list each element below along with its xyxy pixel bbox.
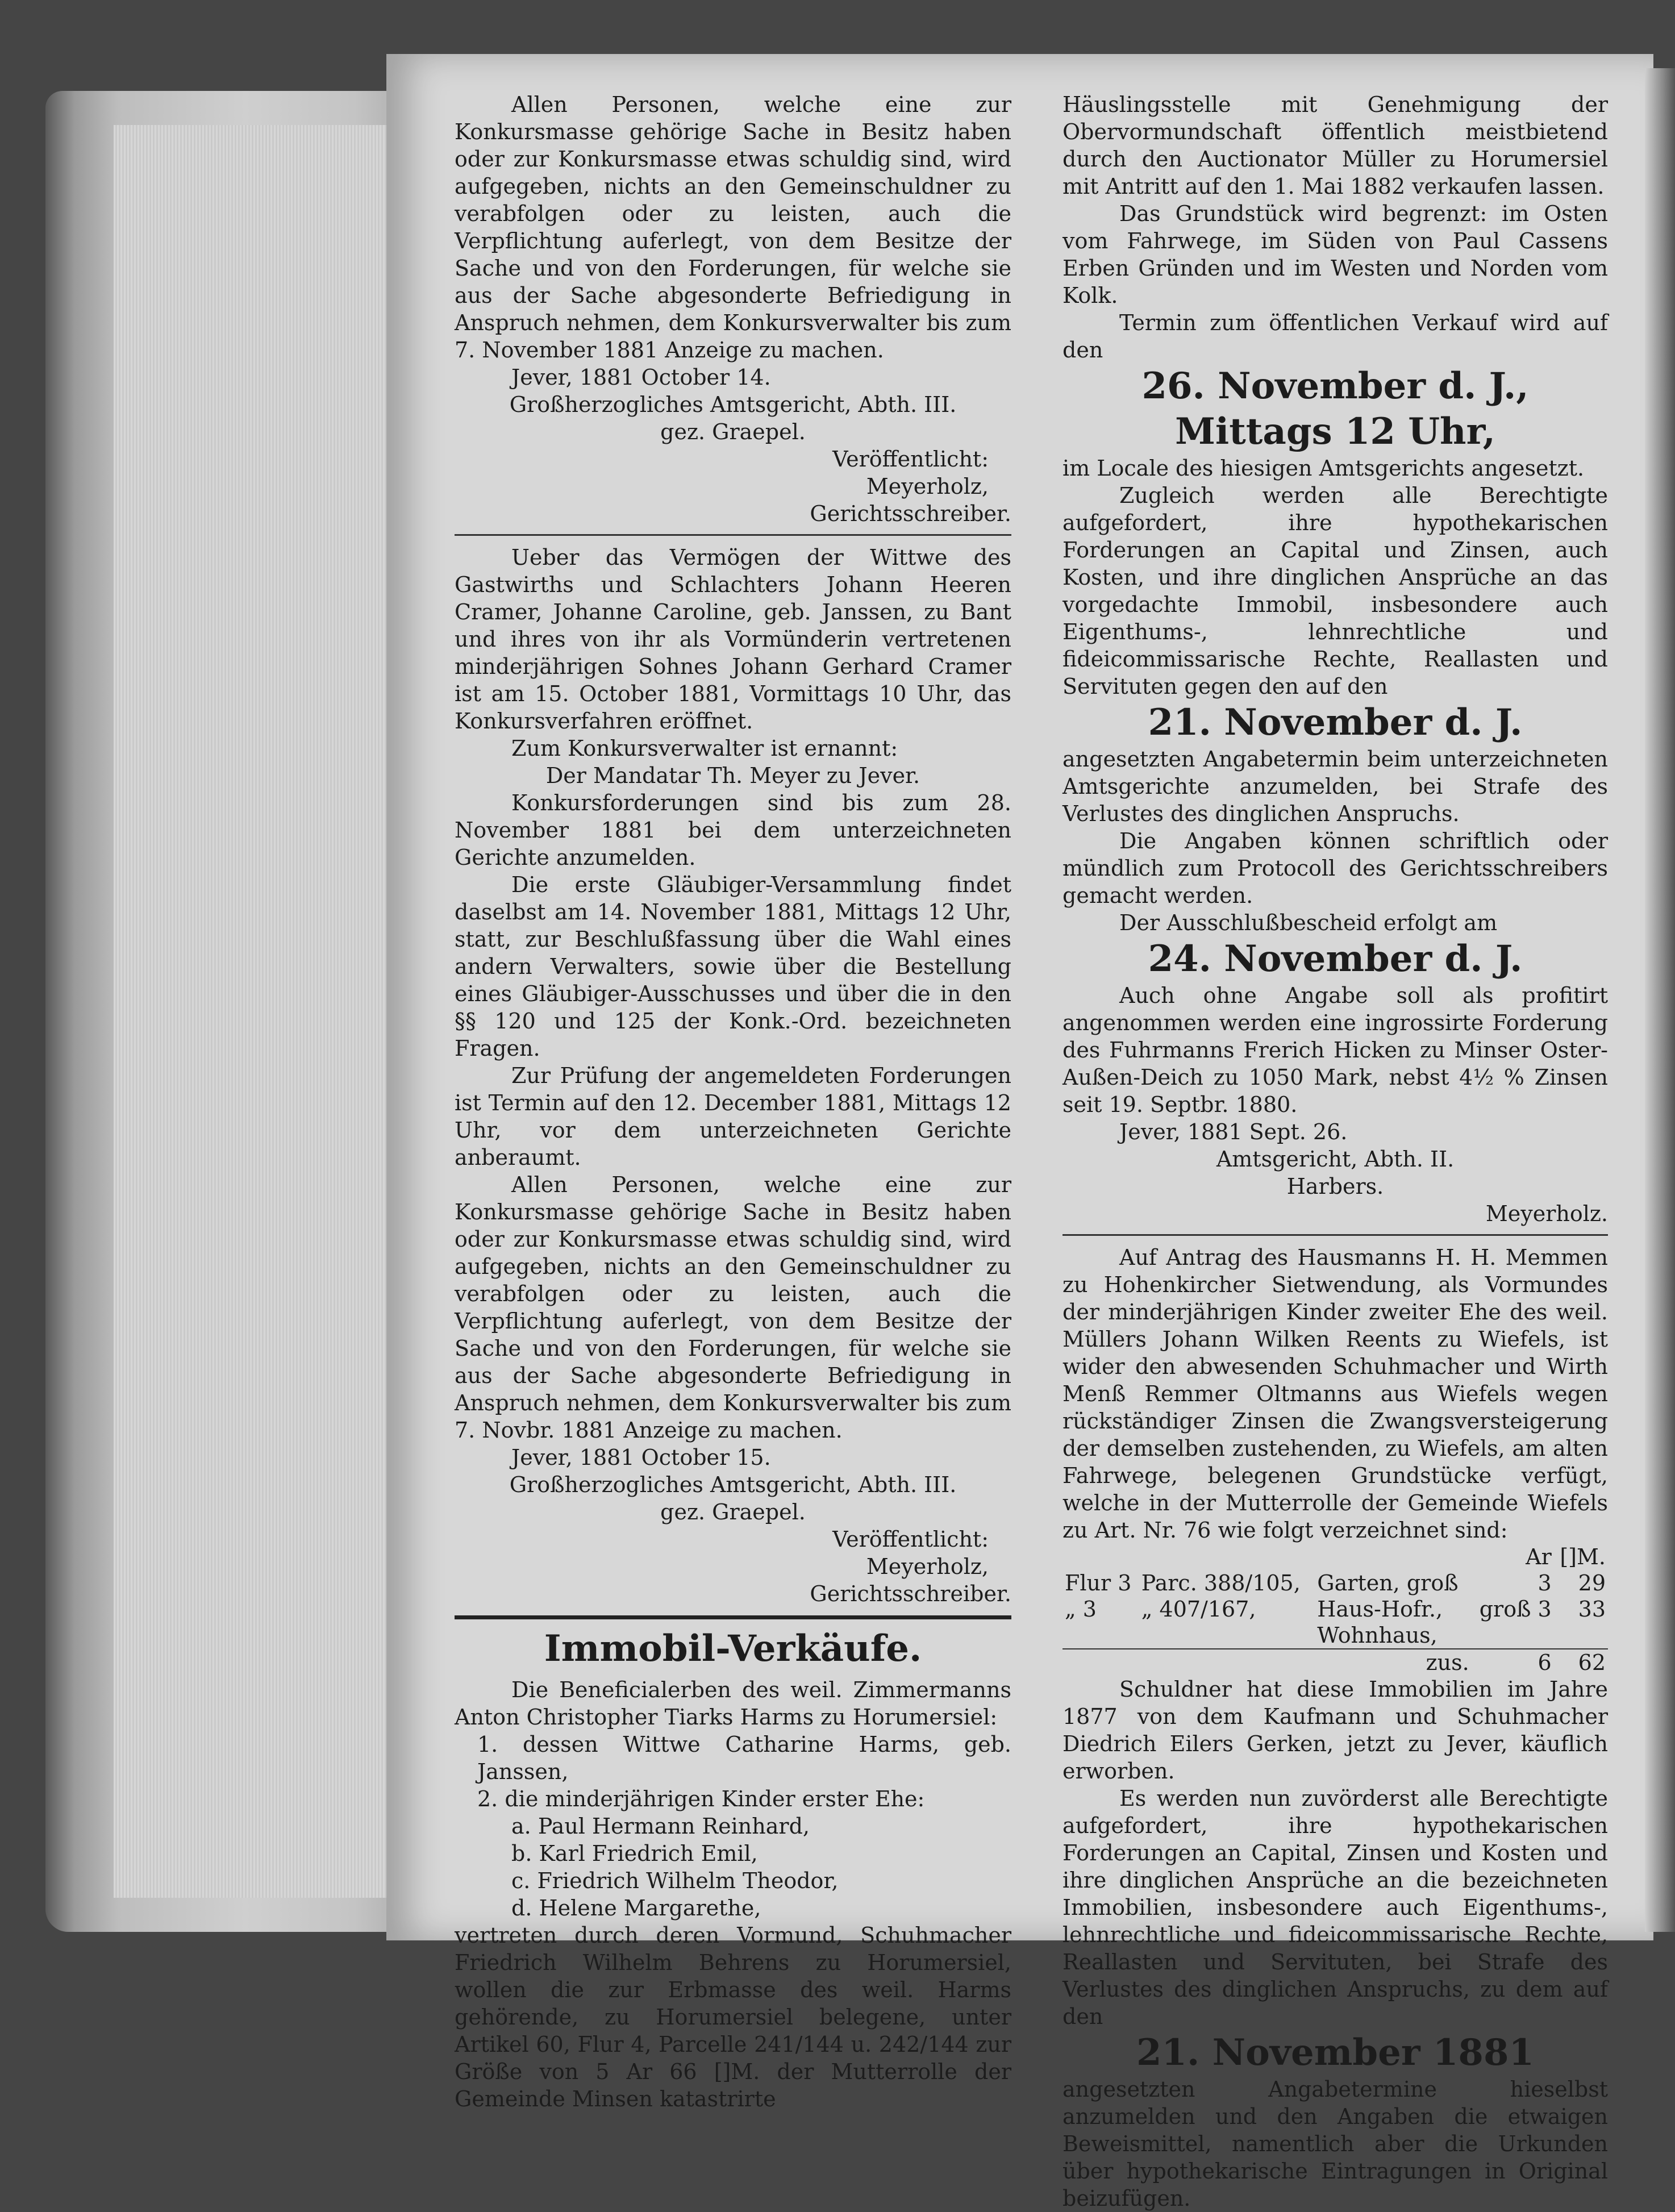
- table-cell: 29: [1578, 1571, 1606, 1596]
- notice-paragraph: Der Mandatar Th. Meyer zu Jever.: [545, 763, 920, 788]
- left-column: [455, 91, 1011, 2113]
- signature: gez. Graepel.: [660, 1499, 806, 1524]
- notice-paragraph: im Locale des hiesigen Amtsgerichts angesetzt.: [1062, 456, 1585, 481]
- table-cell: 3: [1538, 1571, 1552, 1596]
- notice-paragraph: Häuslingsstelle mit Genehmigung der Obervormundschaft öffentlich meistbietend durch den Auctionator Müller zu Horumersiel mit Antritt auf den 1. Mai 1882 verkaufen lassen.: [1062, 92, 1608, 199]
- court-name: Amtsgericht, Abth. II.: [1216, 1147, 1455, 1172]
- parcel-table: [1062, 1544, 1608, 1676]
- column-header-ar: Ar: [1526, 1544, 1552, 1569]
- court-name: Großherzogliches Amtsgericht, Abth. III.: [509, 1472, 957, 1497]
- notice-paragraph: angesetzten Angabetermine hieselbst anzumelden und den Angaben die etwaigen Beweismittel, namentlich aber die Urkunden über hypothekarische Eintragungen in Original beizufügen.: [1062, 2077, 1608, 2211]
- notice-paragraph: Der Ausschlußbescheid erfolgt am: [1119, 910, 1498, 935]
- list-item: d. Helene Margarethe,: [511, 1896, 761, 1921]
- notice-paragraph: Zugleich werden alle Berechtigte aufgefordert, ihre hypothekarischen Forderungen an Capital und Zinsen, auch Kosten, und ihre dinglichen Ansprüche an das vorgedachte Immobil, insbesondere auch Eigenthums-, lehnrechtliche und fideicommissarische Rechte, Reallasten und Servituten gegen den auf den: [1062, 483, 1608, 699]
- notice-paragraph: Schuldner hat diese Immobilien im Jahre 1877 von dem Kaufmann und Schuhmacher Diedrich Eilers Gerken, jetzt zu Jever, käuflich erworben.: [1062, 1677, 1608, 1784]
- sum-ar: 6: [1472, 1649, 1554, 1676]
- right-page-edge: [1645, 68, 1675, 1932]
- table-header-row: [1062, 1544, 1608, 1570]
- table-cell: Flur 3: [1065, 1571, 1132, 1596]
- sum-label: zus.: [1315, 1649, 1471, 1676]
- notice-paragraph: Die Angaben können schriftlich oder mündlich zum Protocoll des Gerichtsschreibers gemacht werden.: [1062, 828, 1608, 908]
- list-item: b. Karl Friedrich Emil,: [511, 1841, 758, 1866]
- date-headline: 21. November 1881: [1136, 2031, 1535, 2074]
- table-cell: groß 3: [1479, 1597, 1552, 1622]
- notice-paragraph: vertreten durch deren Vormund, Schuhmacher Friedrich Wilhelm Behrens zu Horumersiel, wollen die zur Erbmasse des weil. Harms gehörende, zu Horumersiel belegene, unter Artikel 60, Flur 4, Parcelle 241/144 u. 242/144 zur Größe von 5 Ar 66 []M. der Mutterrolle der Gemeinde Minsen katastrirte: [455, 1923, 1011, 2111]
- sum-qm: 62: [1554, 1649, 1608, 1676]
- clerk-title: Gerichtsschreiber.: [810, 501, 1011, 526]
- table-cell: Parc. 388/105,: [1141, 1571, 1301, 1596]
- signature: gez. Graepel.: [660, 419, 806, 444]
- date-headline: 24. November d. J.: [1148, 938, 1523, 980]
- table-cell: Haus-Hofr., Wohnhaus,: [1317, 1597, 1443, 1648]
- table-sum-row: [1062, 1649, 1608, 1676]
- table-cell: „ 407/167,: [1141, 1597, 1256, 1622]
- published-label: Veröffentlicht:: [832, 1527, 989, 1552]
- notice-paragraph: Zum Konkursverwalter ist ernannt:: [511, 736, 898, 761]
- notice-paragraph: Termin zum öffentlichen Verkauf wird auf den: [1062, 310, 1608, 363]
- notice-date: Jever, 1881 October 14.: [511, 365, 771, 390]
- notice-paragraph: Es werden nun zuvörderst alle Berechtigte aufgefordert, ihre hypothekarischen Forderungen an Capital, Zinsen und Kosten und ihre dinglichen Ansprüche an die bezeichneten Immobilien, insbesondere auch Eigenthums-, lehnrechtliche und fideicommissarische Rechte, Reallasten und Servituten, bei Strafe des Verlustes des dinglichen Anspruchs, zu dem auf den: [1062, 1786, 1608, 2029]
- divider: [1062, 1234, 1608, 1236]
- section-divider: [455, 1615, 1011, 1619]
- notice-paragraph: angesetzten Angabetermin beim unterzeichneten Amtsgerichte anzumelden, bei Strafe des Verlustes des dinglichen Anspruchs.: [1062, 747, 1608, 826]
- court-name: Großherzogliches Amtsgericht, Abth. III.: [509, 392, 957, 417]
- table-cell: Garten, groß: [1317, 1571, 1459, 1596]
- notice-paragraph: Die Beneficialerben des weil. Zimmermanns Anton Christopher Tiarks Harms zu Horumersiel:: [455, 1677, 1011, 1730]
- table-row: [1062, 1596, 1608, 1649]
- list-item: a. Paul Hermann Reinhard,: [511, 1814, 810, 1839]
- notice-date: Jever, 1881 Sept. 26.: [1119, 1119, 1348, 1144]
- right-column: [1062, 91, 1608, 2212]
- divider: [455, 534, 1011, 536]
- list-item: 2. die minderjährigen Kinder erster Ehe:: [477, 1786, 925, 1811]
- table-cell: „ 3: [1065, 1597, 1097, 1622]
- notice-paragraph: Das Grundstück wird begrenzt: im Osten vom Fahrwege, im Süden von Paul Cassens Erben Gründen und im Westen und Norden vom Kolk.: [1062, 201, 1608, 308]
- table-row: [1062, 1570, 1608, 1596]
- notice-paragraph: Ueber das Vermögen der Wittwe des Gastwirths und Schlachters Johann Heeren Cramer, Johanne Caroline, geb. Janssen, zu Bant und ihres von ihr als Vormünderin vertretenen minderjährigen Sohnes Johann Gerhard Cramer ist am 15. October 1881, Vormittags 10 Uhr, das Konkursverfahren eröffnet.: [455, 545, 1011, 734]
- date-headline: 26. November d. J., Mittags 12 Uhr,: [1141, 365, 1529, 453]
- notice-date: Jever, 1881 October 15.: [511, 1445, 771, 1470]
- notice-paragraph: Die erste Gläubiger-Versammlung findet daselbst am 14. November 1881, Mittags 12 Uhr, statt, zur Beschlußfassung über die Wahl eines andern Verwalters, sowie über die Bestellung eines Gläubiger-Ausschusses und über die in den §§ 120 und 125 der Konk.-Ord. bezeichneten Fragen.: [455, 872, 1011, 1061]
- clerk-name: Meyerholz,: [866, 474, 989, 499]
- clerk-title: Gerichtsschreiber.: [810, 1581, 1011, 1606]
- column-header-qm: []M.: [1560, 1544, 1606, 1569]
- published-label: Veröffentlicht:: [832, 447, 989, 472]
- clerk-name: Meyerholz,: [866, 1554, 989, 1579]
- table-cell: 33: [1578, 1597, 1606, 1622]
- book-page-edges: [45, 91, 409, 1932]
- notice-paragraph: Auch ohne Angabe soll als profitirt angenommen werden eine ingrossirte Forderung des Fuhrmanns Frerich Hicken zu Minser Oster-Außen-Deich zu 1050 Mark, nebst 4½ % Zinsen seit 19. Septbr. 1880.: [1062, 983, 1608, 1117]
- list-item: 1. dessen Wittwe Catharine Harms, geb. Janssen,: [477, 1732, 1011, 1784]
- notice-paragraph: Konkursforderungen sind bis zum 28. November 1881 bei dem unterzeichneten Gerichte anzumelden.: [455, 790, 1011, 870]
- section-title: Immobil-Verkäufe.: [544, 1627, 922, 1670]
- notice-paragraph: Allen Personen, welche eine zur Konkursmasse gehörige Sache in Besitz haben oder zur Konkursmasse etwas schuldig sind, wird aufgegeben, nichts an den Gemeinschuldner zu verabfolgen oder zu leisten, auch die Verpflichtung auferlegt, von dem Besitze der Sache und von den Forderungen, für welche sie aus der Sache abgesonderte Befriedigung in Anspruch nehmen, dem Konkursverwalter bis zum 7. Novbr. 1881 Anzeige zu machen.: [455, 1172, 1011, 1443]
- notice-paragraph: Allen Personen, welche eine zur Konkursmasse gehörige Sache in Besitz haben oder zur Konkursmasse etwas schuldig sind, wird aufgegeben, nichts an den Gemeinschuldner zu verabfolgen oder zu leisten, auch die Verpflichtung auferlegt, von dem Besitze der Sache und von den Forderungen, für welche sie aus der Sache abgesonderte Befriedigung in Anspruch nehmen, dem Konkursverwalter bis zum 7. November 1881 Anzeige zu machen.: [455, 92, 1011, 363]
- list-item: c. Friedrich Wilhelm Theodor,: [511, 1868, 839, 1893]
- notice-paragraph: Zur Prüfung der angemeldeten Forderungen ist Termin auf den 12. December 1881, Mittags 12 Uhr, vor dem unterzeichneten Gerichte anberaumt.: [455, 1063, 1011, 1170]
- clerk-name: Meyerholz.: [1485, 1201, 1608, 1226]
- signature: Harbers.: [1286, 1174, 1384, 1199]
- date-headline: 21. November d. J.: [1148, 701, 1523, 744]
- notice-paragraph: Auf Antrag des Hausmanns H. H. Memmen zu Hohenkircher Sietwendung, als Vormundes der minderjährigen Kinder zweiter Ehe des weil. Müllers Johann Wilken Reents zu Wiefels, ist wider den abwesenden Schuhmacher und Wirth Menß Remmer Oltmanns aus Wiefels wegen rückständiger Zinsen die Zwangsversteigerung der demselben zustehenden, zu Wiefels, am alten Fahrwege, belegenen Grundstücke verfügt, welche in der Mutterrolle der Gemeinde Wiefels zu Art. Nr. 76 wie folgt verzeichnet sind:: [1062, 1245, 1608, 1543]
